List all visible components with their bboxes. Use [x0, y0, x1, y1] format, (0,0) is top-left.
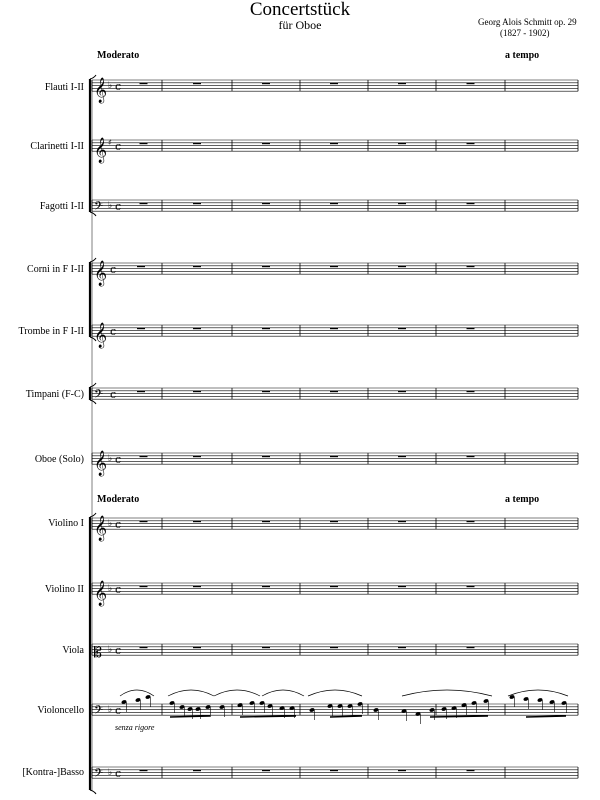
rest-icon [193, 143, 201, 145]
rest-icon [398, 586, 406, 588]
time-signature: c [115, 140, 122, 153]
bass-clef-icon: 𝄢 [94, 704, 104, 721]
tempo-moderato-bottom: Moderato [97, 494, 140, 505]
rest-icon [137, 328, 145, 330]
rest-icon [398, 647, 406, 649]
treble-clef-icon: 𝄞 [94, 451, 108, 477]
staff-9 [92, 644, 578, 661]
staves [92, 77, 578, 783]
time-signature: c [115, 704, 122, 717]
bass-clef-icon: 𝄢 [94, 388, 104, 405]
time-signature: c [115, 767, 122, 780]
instrument-label-clarinetti: Clarinetti I-II [30, 141, 84, 152]
rest-icon [398, 521, 406, 523]
staff-4 [92, 322, 578, 348]
instrument-label-flauti: Flauti I-II [44, 82, 84, 93]
rest-icon [398, 328, 406, 330]
rest-icon [398, 391, 406, 393]
rest-icon [262, 83, 270, 85]
treble-clef-icon: 𝄞 [94, 581, 108, 607]
rest-icon [467, 586, 475, 588]
staff-1 [92, 137, 578, 163]
rest-icon [467, 770, 475, 772]
rest-icon [193, 391, 201, 393]
flat-icon: ♭ [108, 705, 113, 715]
rest-icon [140, 203, 148, 205]
rest-icon [262, 456, 270, 458]
bass-clef-icon: 𝄢 [94, 767, 104, 784]
beam [330, 716, 362, 717]
rest-icon [330, 266, 338, 268]
beam [526, 716, 566, 717]
composer-dates: (1827 - 1902) [500, 28, 550, 38]
rest-icon [467, 521, 475, 523]
treble-clef-icon: 𝄞 [94, 323, 108, 349]
rest-icon [398, 83, 406, 85]
rest-icon [140, 586, 148, 588]
rest-icon [262, 391, 270, 393]
rest-icon [467, 83, 475, 85]
time-signature: c [115, 453, 122, 466]
rest-icon [330, 203, 338, 205]
rest-icon [330, 521, 338, 523]
staff-2 [92, 200, 578, 216]
rest-icon [262, 586, 270, 588]
rest-icon [398, 770, 406, 772]
system-brackets [90, 75, 96, 794]
beam [240, 716, 296, 717]
rest-icon [193, 328, 201, 330]
rest-icon [140, 143, 148, 145]
rest-icon [398, 203, 406, 205]
rest-icon [193, 586, 201, 588]
rest-icon [193, 266, 201, 268]
instrument-label-oboe: Oboe (Solo) [34, 454, 84, 465]
time-signature: c [110, 325, 117, 338]
tempo-moderato-top: Moderato [97, 50, 140, 61]
instrument-label-violoncello: Violoncello [37, 705, 84, 716]
rest-icon [262, 770, 270, 772]
instrument-label-trombe: Trombe in F I-II [18, 326, 84, 337]
rest-icon [330, 328, 338, 330]
time-signature: c [110, 263, 117, 276]
beam [170, 716, 210, 717]
staff-11 [92, 767, 578, 783]
instrument-label-timpani: Timpani (F-C) [25, 389, 84, 400]
alto-clef-icon: 𝄡 [94, 645, 102, 662]
rest-icon [330, 391, 338, 393]
rest-icon [467, 647, 475, 649]
slur [508, 690, 568, 696]
time-signature: c [115, 583, 122, 596]
rest-icon [193, 456, 201, 458]
slur [262, 690, 304, 696]
staff-3 [92, 260, 578, 286]
rest-icon [330, 83, 338, 85]
flat-icon: ♭ [108, 584, 113, 594]
time-signature: c [115, 80, 122, 93]
rest-icon [262, 328, 270, 330]
rest-icon [140, 456, 148, 458]
rest-icon [467, 266, 475, 268]
rest-icon [398, 456, 406, 458]
rest-icon [137, 391, 145, 393]
slur [168, 690, 214, 696]
rest-icon [193, 521, 201, 523]
rest-icon [330, 586, 338, 588]
staff-8 [92, 580, 578, 606]
slur [214, 690, 260, 696]
rest-icon [262, 521, 270, 523]
bass-clef-icon: 𝄢 [94, 200, 104, 217]
score-title: Concertstück [249, 0, 351, 20]
staff-0 [92, 77, 578, 103]
instrument-label-violino-2: Violino II [44, 584, 84, 595]
rest-icon [262, 266, 270, 268]
slur [120, 690, 154, 696]
instrument-label-violino-1: Violino I [48, 518, 84, 529]
flat-icon: ♭ [108, 201, 113, 211]
rest-icon [193, 770, 201, 772]
rest-icon [467, 328, 475, 330]
staff-7 [92, 515, 578, 541]
staff-5 [92, 388, 578, 404]
treble-clef-icon: 𝄞 [94, 78, 108, 104]
time-signature: c [110, 388, 117, 401]
rest-icon [262, 203, 270, 205]
slur [308, 690, 362, 696]
rest-icon [330, 770, 338, 772]
rest-icon [467, 391, 475, 393]
flat-icon: ♭ [108, 645, 113, 655]
time-signature: c [115, 200, 122, 213]
flat-icon: ♭ [108, 454, 113, 464]
rest-icon [140, 83, 148, 85]
rest-icon [330, 143, 338, 145]
rest-icon [193, 203, 201, 205]
rest-icon [398, 266, 406, 268]
rest-icon [467, 456, 475, 458]
cello-direction: senza rigore [115, 723, 155, 732]
rest-icon [193, 83, 201, 85]
rest-icon [467, 143, 475, 145]
slur [402, 690, 492, 696]
score-subtitle: für Oboe [278, 18, 322, 32]
sharp-icon: ♯ [108, 138, 112, 147]
time-signature: c [115, 518, 122, 531]
instrument-label-corni: Corni in F I-II [27, 264, 84, 275]
treble-clef-icon: 𝄞 [94, 261, 108, 287]
rest-icon [140, 521, 148, 523]
instrument-label-fagotti: Fagotti I-II [39, 201, 84, 212]
tempo-a-tempo-top: a tempo [505, 50, 540, 61]
rest-icon [262, 143, 270, 145]
rest-icon [467, 203, 475, 205]
rest-icon [262, 647, 270, 649]
rest-icon [193, 647, 201, 649]
composer-name: Georg Alois Schmitt op. 29 [478, 17, 577, 27]
treble-clef-icon: 𝄞 [94, 138, 108, 164]
beam [430, 716, 488, 717]
rest-icon [140, 647, 148, 649]
rest-icon [137, 266, 145, 268]
staff-10 [92, 704, 578, 720]
rest-icon [330, 456, 338, 458]
rest-icon [330, 647, 338, 649]
instrument-label-kontrabasso: [Kontra-]Basso [22, 767, 84, 778]
instrument-label-viola: Viola [62, 645, 84, 656]
rest-icon [398, 143, 406, 145]
staff-6 [92, 450, 578, 476]
tempo-a-tempo-bottom: a tempo [505, 494, 540, 505]
time-signature: c [115, 644, 122, 657]
flat-icon: ♭ [108, 768, 113, 778]
rest-icon [140, 770, 148, 772]
flat-icon: ♭ [108, 81, 113, 91]
flat-icon: ♭ [108, 519, 113, 529]
treble-clef-icon: 𝄞 [94, 516, 108, 542]
